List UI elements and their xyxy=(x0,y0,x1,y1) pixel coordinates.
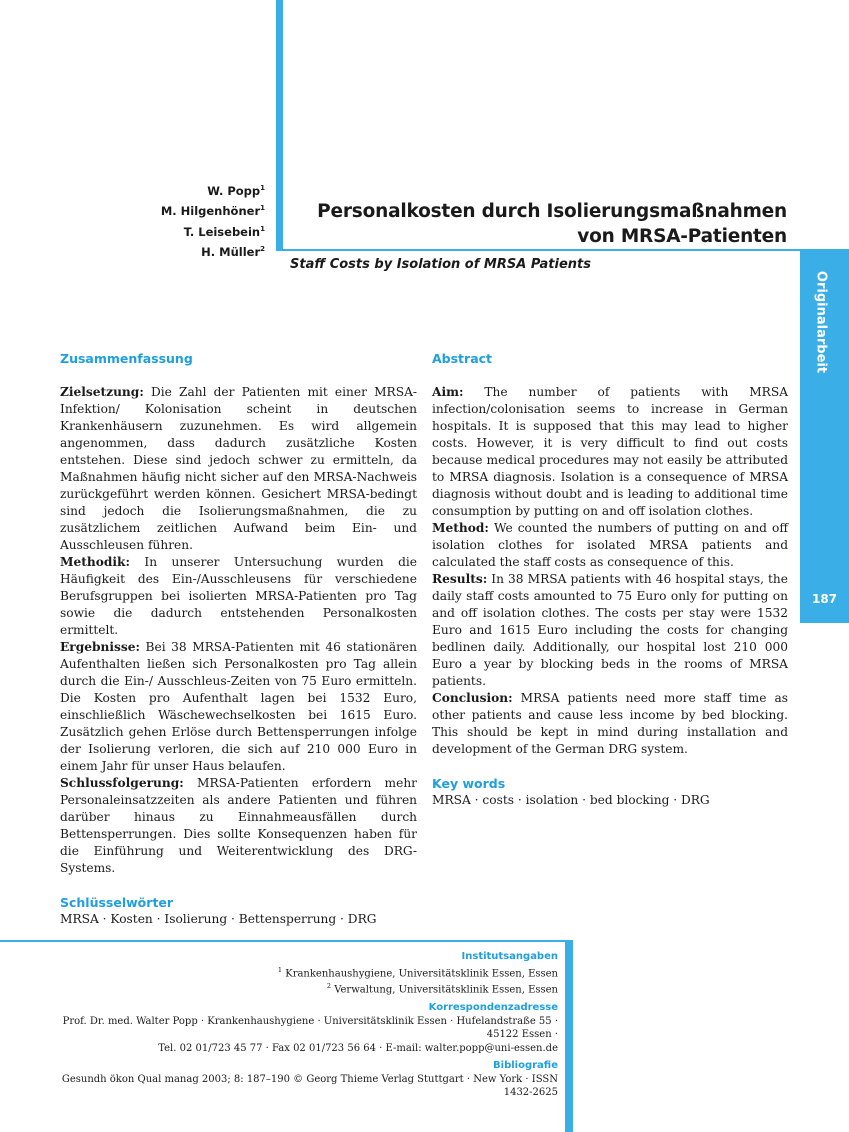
correspondence-heading: Korrespondenzadresse xyxy=(428,1002,558,1014)
abstract-heading: Abstract xyxy=(432,351,493,366)
abstract-heading: Zusammenfassung xyxy=(60,351,193,366)
title-rule xyxy=(276,249,849,251)
accent-bar-top xyxy=(276,0,283,251)
accent-bar-bottom xyxy=(565,940,573,1132)
title-line: von MRSA-Patienten xyxy=(577,226,787,247)
correspondence-contact: Tel. 02 01/723 45 77 · Fax 02 01/723 56 64 · E-mail: walter.popp@uni-essen.de xyxy=(158,1042,558,1054)
section-tab-label: Originalarbeit xyxy=(813,270,829,374)
keywords-heading: Schlüsselwörter xyxy=(60,895,174,910)
abstract-section: Conclusion: MRSA patients need more staff time as other patients and cause less income by bed blocking. This should be kept in mind during installation and development of the German DRG system. xyxy=(432,691,788,756)
article-subtitle: Staff Costs by Isolation of MRSA Patients xyxy=(290,257,591,272)
abstract-english xyxy=(432,350,788,809)
author: T. Leisebein$^1$ xyxy=(183,224,265,239)
abstract-section: Results: In 38 MRSA patients with 46 hospital stays, the daily staff costs amounted to 75 Euro only for putting on and off isolation clothes. The costs per stay were 1532 Euro and 1615 Euro including the costs for changing bedlinen daily. Additionally, our hospital lost 210 000 Euro a year by blocking beds in the rooms of MRSA patients. xyxy=(432,572,788,688)
author-list xyxy=(161,180,265,261)
bibliography: Gesundh ökon Qual manag 2003; 8: 187–190 © Georg Thieme Verlag Stuttgart · New York · ISSN 1432-2625 xyxy=(61,1073,558,1099)
abstract-section: Ergebnisse: Bei 38 MRSA-Patienten mit 46 stationären Aufenthalten ließen sich Personalkosten pro Tag allein durch die Ein-/ Ausschleus-Zeiten von 75 Euro ermitteln. Die Kosten pro Aufenthalt lagen bei 1532 Euro, einschließlich Wäschewechselkosten bei 1615 Euro. Zusätzlich gehen Erlöse durch Bettensperrungen infolge der Isolierung verloren, die sich auf 210 000 Euro in einem Jahr für unser Haus belaufen. xyxy=(60,640,417,773)
title-line: Personalkosten durch Isolierungsmaßnahmen xyxy=(317,201,787,222)
article-title xyxy=(317,199,787,249)
bibliography-heading: Bibliografie xyxy=(493,1060,558,1072)
article-footer xyxy=(40,950,558,1100)
keywords-heading: Key words xyxy=(432,776,506,791)
institutions-heading: Institutsangaben xyxy=(461,951,558,962)
author: H. Müller$^2$ xyxy=(201,244,265,259)
page-number: 187 xyxy=(811,592,838,606)
abstract-section: Methodik: In unserer Untersuchung wurden die Häufigkeit des Ein-/Ausschleusens für verschiedene Berufsgruppen bei isolierten MRSA-Patienten pro Tag sowie die dadurch entstehenden Personalkosten ermittelt. xyxy=(60,555,417,637)
abstract-german xyxy=(60,350,417,928)
abstract-section: Aim: The number of patients with MRSA infection/colonisation seems to increase in German hospitals. It is supposed that this may lead to higher costs. However, it is very difficult to find out costs because medical procedures may not easily be attributed to MRSA diagnosis. Isolation is a consequence of MRSA diagnosis without doubt and is leading to additional time consumption by putting on and off isolation clothes. xyxy=(432,385,788,518)
keywords: MRSA · costs · isolation · bed blocking · DRG xyxy=(432,793,710,807)
author: W. Popp$^1$ xyxy=(207,183,265,198)
footer-rule xyxy=(0,940,573,942)
abstract-section: Schlussfolgerung: MRSA-Patienten erfordern mehr Personaleinsatzzeiten als andere Patienten und führen darüber hinaus zu Einnahmeausfällen durch Bettensperrungen. Dies sollte Konsequenzen haben für die Einführung und Weiterentwicklung des DRG-Systems. xyxy=(60,776,417,875)
abstract-section: Method: We counted the numbers of putting on and off isolation clothes for isolated MRSA patients and calculated the staff costs as consequence of this. xyxy=(432,521,789,569)
institution: $^1$ Krankenhaushygiene, Universitätsklinik Essen, Essen xyxy=(277,965,558,979)
correspondence-address: Prof. Dr. med. Walter Popp · Krankenhaushygiene · Universitätsklinik Essen · Hufelandstraße 55 · 45122 Essen · xyxy=(62,1015,558,1041)
keywords: MRSA · Kosten · Isolierung · Bettensperrung · DRG xyxy=(60,912,377,926)
abstract-section: Zielsetzung: Die Zahl der Patienten mit einer MRSA-Infektion/ Kolonisation scheint in deutschen Krankenhäusern zuzunehmen. Es wird allgemein angenommen, dass dadurch zusätzliche Kosten entstehen. Diese sind jedoch schwer zu ermitteln, da Maßnahmen häufig nicht sicher auf den MRSA-Nachweis zurückgeführt werden können. Gesichert MRSA-bedingt sind jedoch die Isolierungsmaßnahmen, die zu zusätzlichem zeitlichen Aufwand beim Ein- und Ausschleusen führen. xyxy=(60,385,417,552)
institution: $^2$ Verwaltung, Universitätsklinik Essen, Essen xyxy=(326,982,558,996)
author: M. Hilgenhöner$^1$ xyxy=(160,204,265,219)
